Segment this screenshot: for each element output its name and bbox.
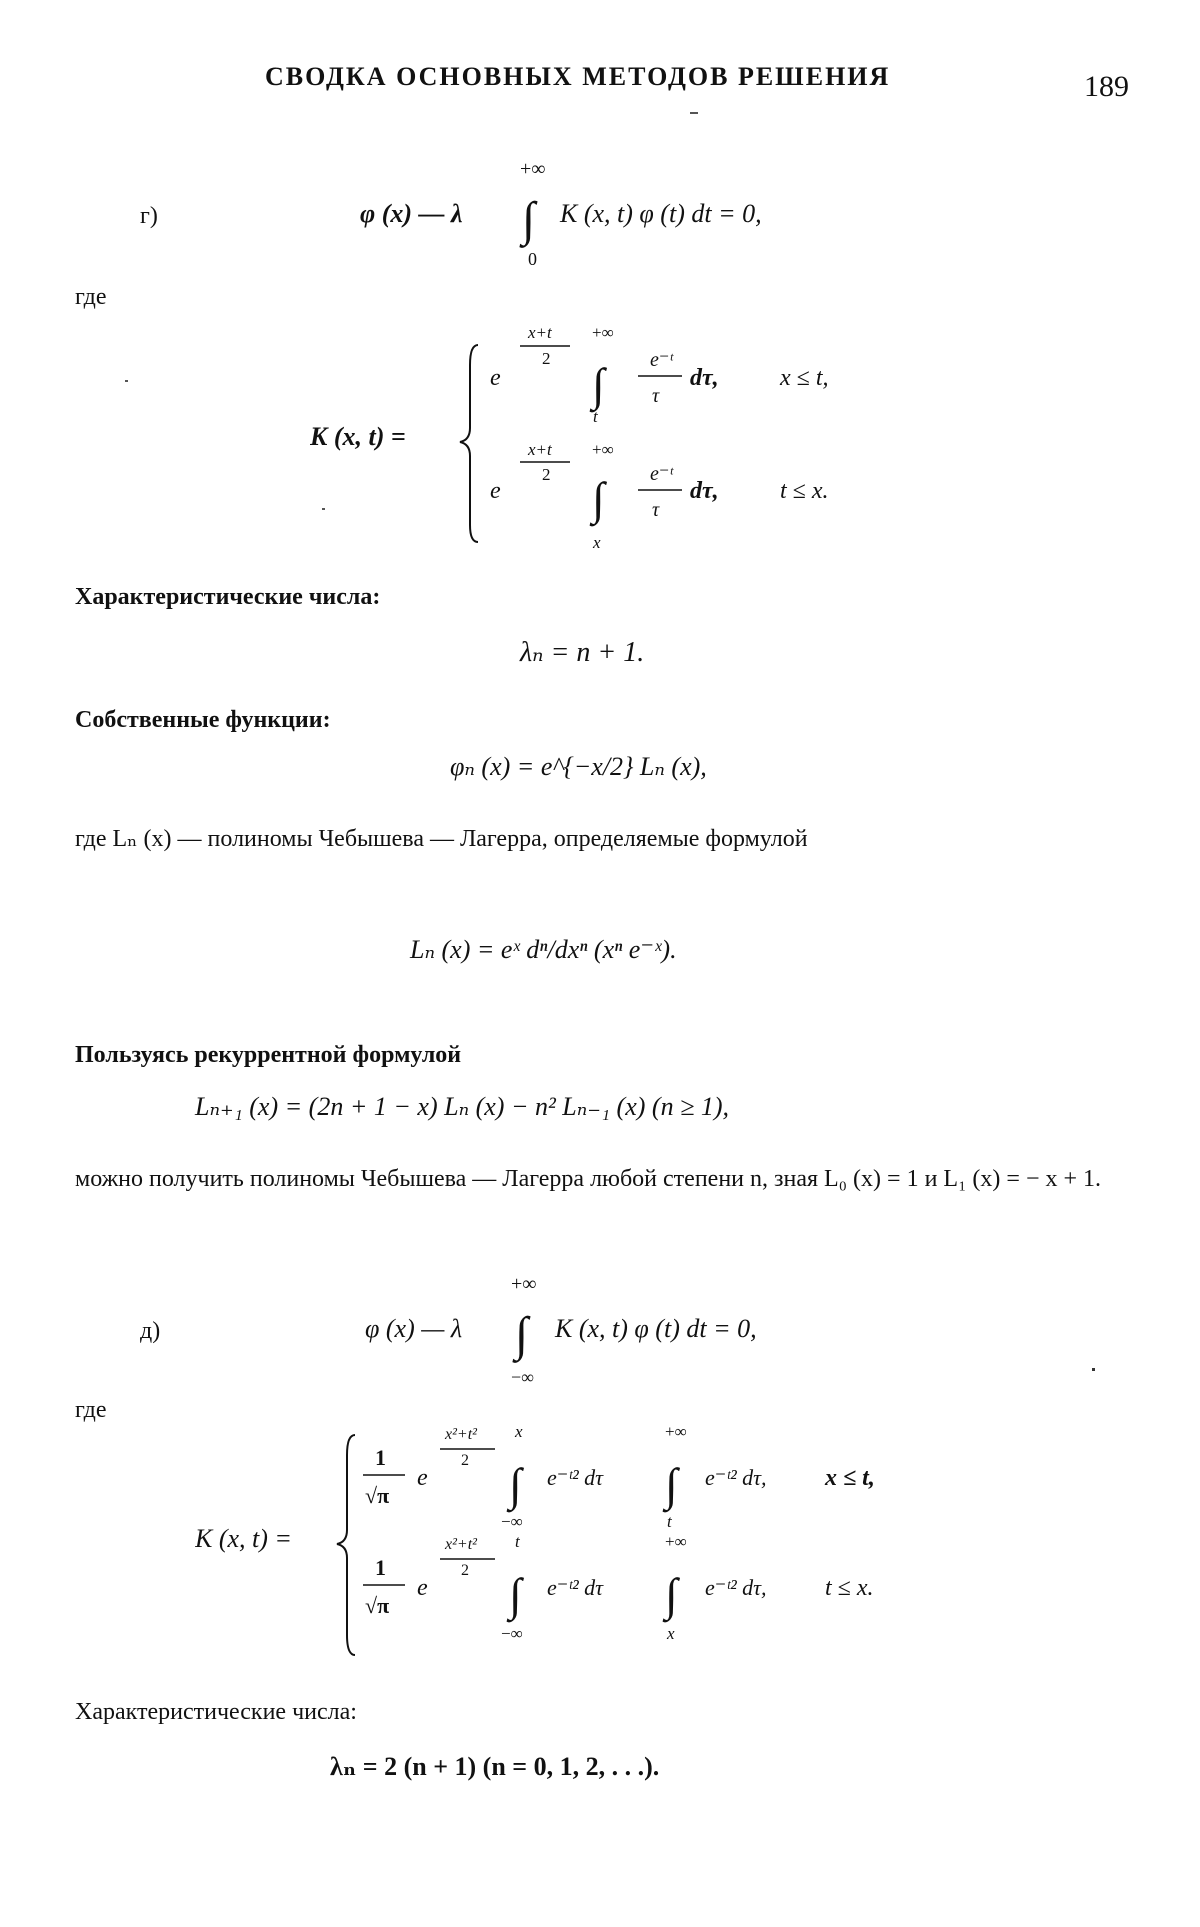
svg-text:τ: τ xyxy=(652,385,660,407)
svg-text:dτ,: dτ, xyxy=(690,365,719,391)
svg-text:t ≤ x.: t ≤ x. xyxy=(780,478,829,504)
svg-text:e⁻ᵗ: e⁻ᵗ xyxy=(650,463,673,485)
kernel-d xyxy=(195,1415,1055,1665)
svg-text:∫: ∫ xyxy=(509,1569,522,1620)
svg-text:−∞: −∞ xyxy=(501,1624,523,1643)
svg-text:e⁻ᵗ² dτ: e⁻ᵗ² dτ xyxy=(547,1465,604,1490)
eigenfunctions-label: Собственные функции: xyxy=(75,707,331,733)
svg-text:x+t: x+t xyxy=(528,323,552,342)
svg-text:K (x, t) φ (t) dt = 0,: K (x, t) φ (t) dt = 0, xyxy=(555,1314,757,1343)
svg-text:x: x xyxy=(667,1624,675,1643)
equation-g xyxy=(360,150,860,275)
laguerre-definition-text: где Lₙ (x) — полиномы Чебышева — Лагерра, определяемые формулой xyxy=(75,826,808,852)
svg-text:2: 2 xyxy=(542,349,551,368)
svg-text:x+t: x+t xyxy=(528,440,552,459)
svg-text:−∞: −∞ xyxy=(511,1367,534,1387)
svg-text:∫: ∫ xyxy=(515,1308,529,1361)
svg-text:e⁻ᵗ² dτ,: e⁻ᵗ² dτ, xyxy=(705,1465,767,1490)
svg-text:0: 0 xyxy=(528,249,537,269)
svg-text:e: e xyxy=(490,478,501,504)
char-numbers-formula-g: λₙ = n + 1. xyxy=(520,637,645,668)
svg-text:K (x, t) =: K (x, t) = xyxy=(310,422,406,451)
char-numbers-formula-d: λₙ = 2 (n + 1) (n = 0, 1, 2, . . .). xyxy=(330,1752,660,1781)
svg-text:+∞: +∞ xyxy=(592,323,614,342)
svg-text:x ≤ t,: x ≤ t, xyxy=(825,1465,875,1491)
laguerre-formula: Lₙ (x) = eˣ dⁿ/dxⁿ (xⁿ e⁻ˣ). xyxy=(410,935,677,964)
svg-text:+∞: +∞ xyxy=(665,1532,687,1551)
svg-text:2: 2 xyxy=(542,465,551,484)
svg-text:K (x, t) φ (t) dt = 0,: K (x, t) φ (t) dt = 0, xyxy=(560,199,762,228)
svg-text:x²+t²: x²+t² xyxy=(445,1426,477,1443)
where-label-d: где xyxy=(75,1397,107,1423)
svg-text:t: t xyxy=(515,1532,520,1551)
scan-speck xyxy=(125,380,128,382)
svg-text:+∞: +∞ xyxy=(665,1422,687,1441)
running-title: СВОДКА ОСНОВНЫХ МЕТОДОВ РЕШЕНИЯ xyxy=(265,62,891,91)
svg-text:t ≤ x.: t ≤ x. xyxy=(825,1575,874,1601)
svg-text:e: e xyxy=(417,1465,428,1491)
svg-text:+∞: +∞ xyxy=(520,158,546,180)
svg-text:−∞: −∞ xyxy=(501,1512,523,1531)
svg-text:x: x xyxy=(515,1422,523,1441)
svg-text:∫: ∫ xyxy=(592,359,605,410)
where-label-g: где xyxy=(75,284,107,310)
scan-speck xyxy=(1092,1368,1095,1371)
char-numbers-label-g: Характеристические числа: xyxy=(75,584,381,610)
svg-text:K (x, t) =: K (x, t) = xyxy=(195,1524,292,1553)
kernel-g xyxy=(310,310,910,560)
svg-text:dτ,: dτ, xyxy=(690,478,719,504)
svg-text:+∞: +∞ xyxy=(511,1273,537,1295)
svg-text:+∞: +∞ xyxy=(592,440,614,459)
header-mark xyxy=(690,112,698,114)
page-number: 189 xyxy=(1084,70,1129,103)
svg-text:t: t xyxy=(593,407,598,426)
svg-text:τ: τ xyxy=(652,499,660,521)
svg-text:φ (x) — λ: φ (x) — λ xyxy=(365,1314,463,1343)
section-d-label: д) xyxy=(140,1318,161,1344)
recurrence-formula: Lₙ₊₁ (x) = (2n + 1 − x) Lₙ (x) − n² Lₙ₋₁ (x) (n ≥ 1), xyxy=(195,1092,730,1121)
svg-text:e⁻ᵗ² dτ: e⁻ᵗ² dτ xyxy=(547,1575,604,1600)
recurrence-text: можно получить полиномы Чебышева — Лагерра любой степени n, зная L₀ (x) = 1 и L₁ (x) = − x + 1. xyxy=(75,1166,1102,1192)
char-numbers-label-d: Характеристические числа: xyxy=(75,1699,357,1725)
svg-text:x²+t²: x²+t² xyxy=(445,1536,477,1553)
svg-text:1: 1 xyxy=(375,1445,386,1470)
section-g-label: г) xyxy=(140,203,158,229)
scan-speck xyxy=(322,508,325,510)
eigenfunctions-formula: φₙ (x) = e^{−x/2} Lₙ (x), xyxy=(450,752,707,781)
svg-text:1: 1 xyxy=(375,1555,386,1580)
svg-text:2: 2 xyxy=(461,1562,469,1579)
svg-text:e: e xyxy=(490,365,501,391)
svg-text:∫: ∫ xyxy=(509,1459,522,1510)
svg-text:e: e xyxy=(417,1575,428,1601)
svg-text:∫: ∫ xyxy=(665,1459,678,1510)
equation-d xyxy=(365,1265,885,1390)
svg-text:∫: ∫ xyxy=(522,193,536,246)
svg-text:∫: ∫ xyxy=(592,473,605,524)
svg-text:x ≤ t,: x ≤ t, xyxy=(780,365,829,391)
svg-text:φ (x) — λ: φ (x) — λ xyxy=(360,199,463,228)
svg-text:√π: √π xyxy=(365,1593,390,1618)
svg-text:∫: ∫ xyxy=(665,1569,678,1620)
svg-text:x: x xyxy=(593,533,601,552)
svg-text:t: t xyxy=(667,1512,672,1531)
recurrence-label: Пользуясь рекуррентной формулой xyxy=(75,1042,462,1068)
svg-text:e⁻ᵗ: e⁻ᵗ xyxy=(650,349,673,371)
svg-text:2: 2 xyxy=(461,1452,469,1469)
svg-text:e⁻ᵗ² dτ,: e⁻ᵗ² dτ, xyxy=(705,1575,767,1600)
svg-text:√π: √π xyxy=(365,1483,390,1508)
